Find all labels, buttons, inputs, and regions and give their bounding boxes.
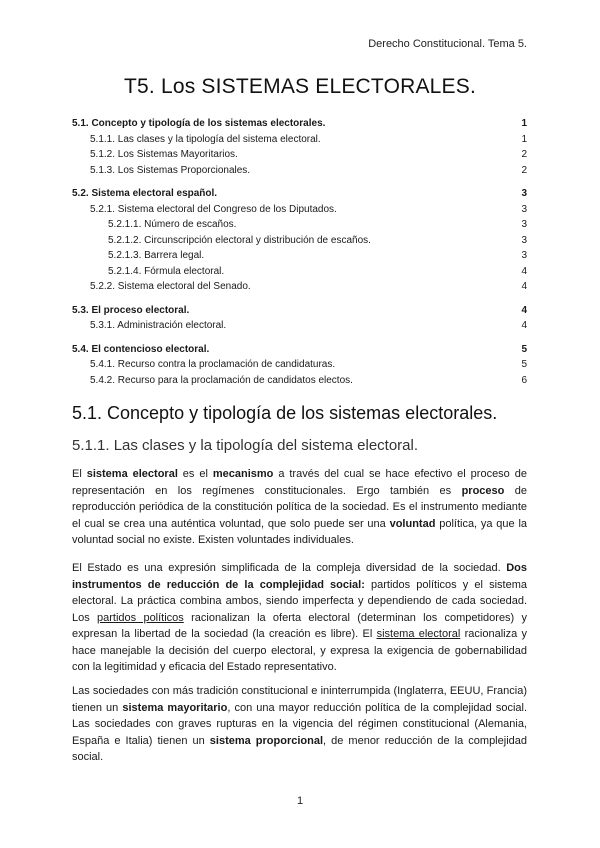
table-of-contents: [72, 116, 527, 388]
toc-entry-page: 1: [521, 133, 527, 145]
text-run: El: [72, 468, 87, 480]
toc-entry[interactable]: [72, 202, 527, 218]
toc-entry[interactable]: [72, 357, 527, 373]
toc-entry-text: 5.2.1.1. Número de escaños.: [108, 219, 237, 230]
text-run: El Estado es una expresión simplificada de la compleja diversidad de la sociedad.: [72, 562, 507, 574]
toc-entry-text: 5.2.2. Sistema electoral del Senado.: [90, 281, 251, 292]
bold-term: voluntad: [389, 517, 436, 530]
running-header: Derecho Constitucional. Tema 5.: [368, 38, 527, 50]
toc-entry-page: 4: [521, 265, 527, 277]
toc-entry-text: 5.2.1.3. Barrera legal.: [108, 250, 205, 261]
toc-entry[interactable]: [72, 279, 527, 295]
toc-entry-page: 3: [521, 234, 527, 246]
subsection-heading: 5.1.1. Las clases y la tipología del sistema electoral.: [72, 437, 419, 454]
toc-entry-page: 3: [521, 203, 527, 215]
toc-entry-text: 5.2.1.2. Circunscripción electoral y distribución de escaños.: [108, 234, 371, 246]
bold-term: sistema proporcional: [209, 734, 324, 747]
toc-entry[interactable]: [72, 147, 527, 163]
toc-entry-text: 5.1. Concepto y tipología de los sistemas electorales.: [72, 118, 326, 129]
toc-entry-page: 3: [521, 250, 527, 261]
toc-entry-page: 2: [521, 164, 527, 176]
page-number: 1: [296, 795, 304, 807]
toc-entry-text: 5.2.1. Sistema electoral del Congreso de los Diputados.: [90, 203, 337, 215]
toc-entry[interactable]: [72, 186, 527, 202]
toc-entry-page: 4: [521, 320, 527, 331]
toc-entry-text: 5.1.1. Las clases y la tipología del sistema electoral.: [90, 133, 321, 145]
toc-entry-text: 5.1.3. Los Sistemas Proporcionales.: [90, 164, 251, 176]
toc-entry[interactable]: [72, 318, 527, 334]
toc-entry-page: 6: [521, 374, 527, 386]
toc-entry[interactable]: [72, 264, 527, 280]
document-title: T5. Los SISTEMAS ELECTORALES.: [123, 75, 477, 98]
text-run: a través del cual se hace efectivo el proceso de representación en los regímenes constitucionales. Ergo también es: [72, 468, 527, 497]
text-run: racionalizan la oferta electoral (determinan los competidores) y expresan la libertad de la sociedad (la creación es libre). El: [72, 611, 528, 640]
toc-entry[interactable]: [72, 132, 527, 148]
toc-entry-page: 5: [521, 343, 527, 355]
toc-entry-text: 5.4.2. Recurso para la proclamación de candidatos electos.: [90, 374, 353, 386]
text-run: es el: [177, 468, 213, 480]
toc-entry-text: 5.4. El contencioso electoral.: [72, 343, 210, 355]
toc-entry-page: 4: [521, 281, 527, 292]
body-paragraph: [72, 466, 527, 549]
toc-entry-text: 5.3. El proceso electoral.: [72, 304, 190, 316]
bold-term: sistema electoral: [86, 468, 178, 480]
toc-entry-text: 5.2. Sistema electoral español.: [72, 188, 218, 199]
toc-entry[interactable]: [72, 233, 527, 249]
toc-entry-page: 3: [521, 219, 527, 230]
toc-entry[interactable]: [72, 248, 527, 264]
toc-entry-page: 1: [521, 118, 527, 129]
text-run: partidos políticos y el sistema electoral. La práctica combina ambos, siendo imperfecta y dependiendo de cada sociedad. Los: [72, 578, 528, 624]
text-run: Las sociedades con más tradición constitucional e ininterrumpida (Inglaterra, EEUU, Francia) tienen un: [72, 685, 527, 714]
body-paragraph: [72, 683, 527, 766]
toc-entry[interactable]: [72, 217, 527, 233]
toc-entry[interactable]: [72, 342, 527, 358]
text-run: , de menor reducción de la complejidad social.: [72, 734, 527, 763]
toc-entry-text: 5.2.1.4. Fórmula electoral.: [108, 265, 225, 277]
underlined-term: partidos políticos: [97, 611, 184, 624]
body-paragraph: [72, 560, 527, 676]
toc-entry-text: 5.3.1. Administración electoral.: [90, 320, 227, 331]
bold-term: sistema mayoritario: [122, 701, 228, 714]
toc-entry-page: 2: [521, 149, 527, 160]
text-run: de reproducción periódica de la constitución política de la sociedad. Es el instrumento mediante el cual se crea una auténtica voluntad, que solo puede ser una: [72, 484, 527, 530]
toc-entry-page: 5: [521, 359, 527, 370]
toc-entry[interactable]: [72, 303, 527, 319]
bold-term: proceso: [461, 484, 505, 497]
toc-entry[interactable]: [72, 373, 527, 389]
toc-entry-page: 3: [521, 188, 527, 199]
bold-term: Dos instrumentos de reducción de la complejidad social:: [72, 562, 527, 591]
bold-term: mecanismo: [212, 468, 274, 480]
underlined-term: sistema electoral: [376, 628, 461, 640]
toc-entry[interactable]: [72, 163, 527, 179]
toc-entry-page: 4: [521, 304, 527, 316]
text-run: , con una mayor reducción política de la complejidad social. Las sociedades con graves rupturas en la vigencia del régimen constitucional (Alemania, España e Italia) tienen un: [72, 701, 528, 747]
section-heading: 5.1. Concepto y tipología de los sistemas electorales.: [72, 403, 498, 423]
text-run: racionaliza y hace manejable la decisión del cuerpo electoral, y expresa la exigencia de gobernabilidad con la legitimidad y eficacia del Estado representativo.: [72, 628, 527, 673]
toc-entry[interactable]: [72, 116, 527, 132]
text-run: política, ya que la voluntad social no existe. Existen voluntades individuales.: [72, 517, 528, 546]
toc-entry-text: 5.4.1. Recurso contra la proclamación de candidaturas.: [90, 359, 336, 370]
toc-entry-text: 5.1.2. Los Sistemas Mayoritarios.: [90, 149, 238, 160]
